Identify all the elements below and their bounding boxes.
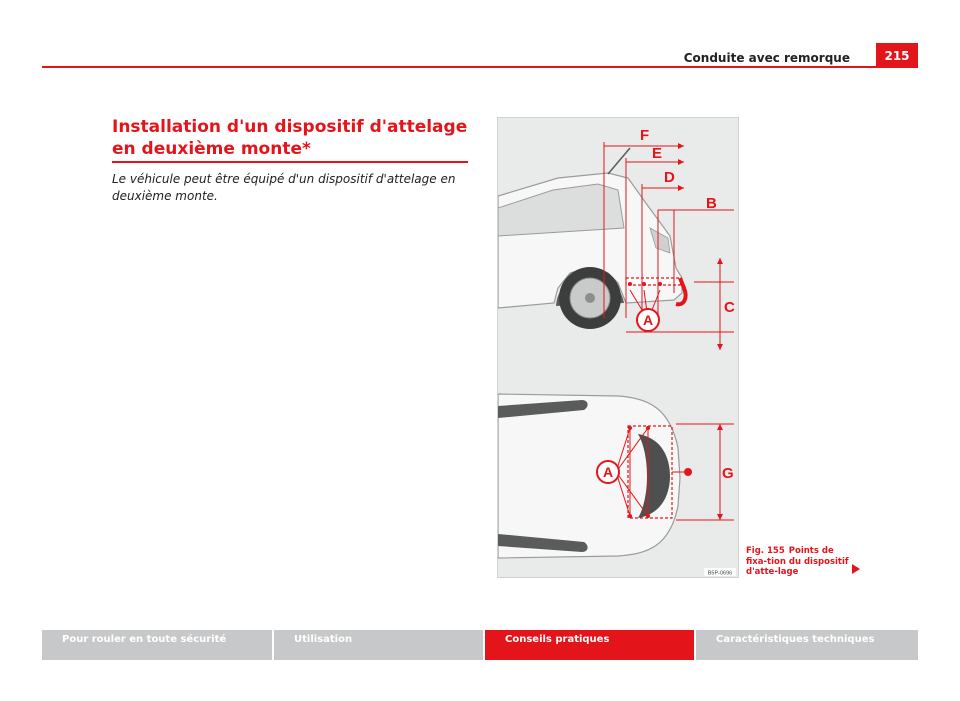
label-a-side: A (642, 312, 654, 328)
tow-ball-top (684, 468, 692, 476)
label-a-top: A (602, 464, 614, 480)
label-d: D (664, 169, 675, 186)
figure-caption-text: Points de fixa-tion du dispositif d'atte-lage (746, 546, 849, 577)
figure-number: Fig. 155 (746, 546, 785, 556)
title-rule (112, 161, 468, 163)
running-title: Conduite avec remorque (683, 51, 850, 65)
label-c: C (724, 299, 735, 316)
intro-text: Le véhicule peut être équipé d'un dispositif d'attelage en deuxième monte. (112, 172, 456, 203)
label-e: E (652, 145, 663, 162)
footer-tab-caracteristiques[interactable]: Caractéristiques techniques (696, 630, 918, 660)
towbar-figure (497, 117, 739, 578)
section-title: Installation d'un dispositif d'attelage en deuxième monte* (112, 117, 468, 159)
label-g: G (722, 465, 734, 482)
figure-code: B5P-0696 (707, 570, 733, 577)
callout-a-side (637, 309, 659, 331)
label-b: B (706, 195, 717, 212)
footer-tab-conseils[interactable]: Conseils pratiques (485, 630, 694, 660)
towbar-crossmember (626, 278, 680, 285)
page-number: 215 (876, 43, 918, 68)
continue-arrow-icon (852, 564, 860, 574)
header-rule (42, 66, 918, 68)
footer-nav (42, 630, 918, 660)
towbar-diagram (498, 118, 738, 577)
figure-caption (746, 546, 856, 578)
footer-tab-utilisation[interactable]: Utilisation (274, 630, 483, 660)
callout-a-top (597, 461, 619, 483)
label-f: F (640, 127, 650, 144)
footer-tab-securite[interactable]: Pour rouler en toute sécurité (42, 630, 272, 660)
wheel-hub (585, 293, 595, 303)
antenna (608, 148, 630, 174)
